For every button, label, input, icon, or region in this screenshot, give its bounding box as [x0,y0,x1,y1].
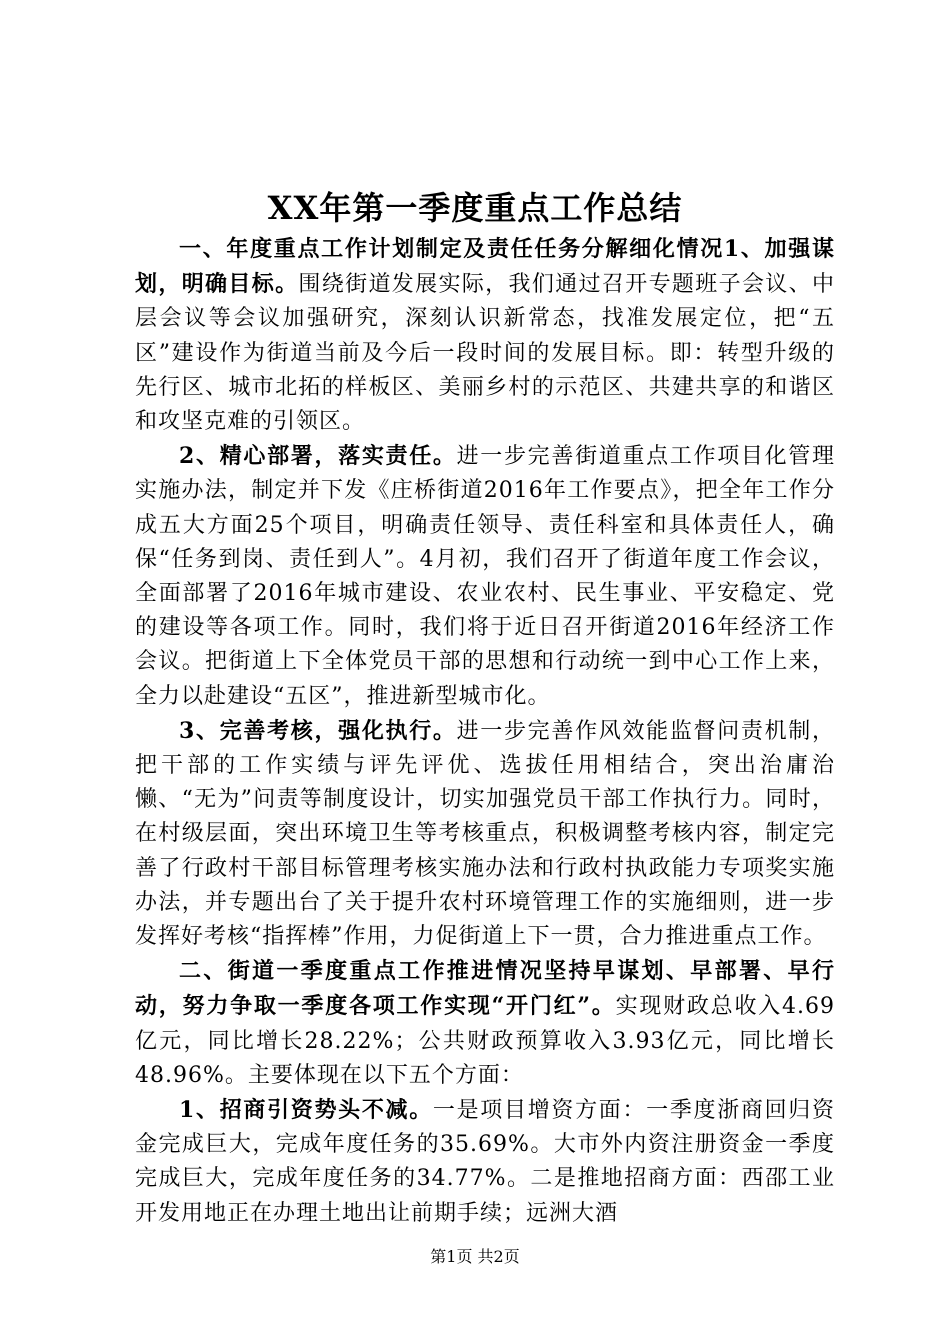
page-number: 第1页 共2页 [430,1247,520,1266]
paragraph-text: 一是项目增资方面：一季度浙商回归资金完成巨大，完成年度任务的35.69%。大市外内资注册资金一季度完成巨大，完成年度任务的34.77%。二是推地招商方面：西邵工业开发用地正在办理土地出让前期手续；远洲大酒 [135,1098,835,1226]
document-title: XX年第一季度重点工作总结 [267,189,683,227]
paragraph-lead: 二、街道一季度重点工作推进情况坚持早谋划、早部署、早行动，努力争取一季度各项工作实现“开门红”。 [135,958,835,1020]
paragraph-text: 围绕街道发展实际，我们通过召开专题班子会议、中层会议等会议加强研究，深刻认识新常态，找准发展定位，把“五区”建设作为街道当前及今后一段时间的发展目标。即：转型升级的先行区、城市北拓的样板区、美丽乡村的示范区、共建共享的和谐区和攻坚克难的引领区。 [135,272,835,435]
paragraph-lead: 1、招商引资势头不减。 [179,1097,433,1124]
paragraph-text: 进一步完善作风效能监督问责机制，把干部的工作实绩与评先评优、选拔任用相结合，突出治庸治懒、“无为”问责等制度设计，切实加强党员干部工作执行力。同时，在村级层面，突出环境卫生等考核重点，积极调整考核内容，制定完善了行政村干部目标管理考核实施办法和行政村执政能力专项奖实施办法，并专题出台了关于提升农村环境管理工作的实施细则，进一步发挥好考核“指挥棒”作用，力促街道上下一贯，合力推进重点工作。 [135,718,835,950]
paragraph-2 [135,439,835,714]
paragraph-5 [135,1093,835,1231]
paragraph-lead: 2、精心部署，落实责任。 [179,443,457,470]
paragraph-lead: 一、年度重点工作计划制定及责任任务分解细化情况1、加强谋划，明确目标。 [135,236,835,298]
document-body [135,232,835,1231]
paragraph-lead: 3、完善考核，强化执行。 [179,717,457,744]
paragraph-4 [135,954,835,1093]
paragraph-text: 进一步完善街道重点工作项目化管理实施办法，制定并下发《庄桥街道2016年工作要点》，把全年工作分成五大方面25个项目，明确责任领导、责任科室和具体责任人，确保“任务到岗、责任到人”。4月初，我们召开了街道年度工作会议，全面部署了2016年城市建设、农业农村、民生事业、平安稳定、党的建设等各项工作。同时，我们将于近日召开街道2016年经济工作会议。把街道上下全体党员干部的思想和行动统一到中心工作上来，全力以赴建设“五区”，推进新型城市化。 [135,444,835,709]
paragraph-3 [135,714,835,954]
paragraph-1 [135,232,835,439]
paragraph-text: 实现财政总收入4.69亿元，同比增长28.22%；公共财政预算收入3.93亿元，同比增长48.96%。主要体现在以下五个方面： [135,994,835,1088]
